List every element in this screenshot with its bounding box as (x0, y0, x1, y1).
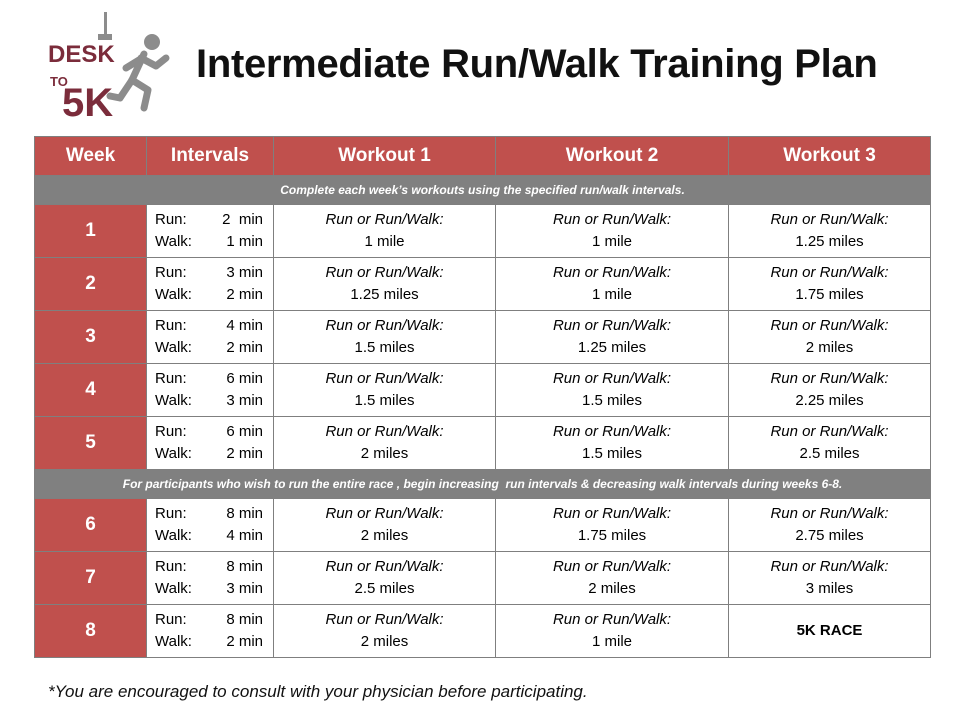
workout-distance: 1 mile (591, 233, 632, 250)
table-row (35, 499, 931, 552)
run-label: Run: (155, 423, 187, 440)
week-number: 2 (35, 258, 147, 311)
desk-to-5k-logo (44, 10, 190, 120)
workout-label: Run or Run/Walk: (325, 317, 444, 334)
workout-3-cell (729, 552, 931, 605)
column-header-intervals: Intervals (147, 137, 274, 176)
note-row (35, 470, 931, 499)
workout-2-cell (496, 311, 729, 364)
note-text: For participants who wish to run the entire race , begin increasing run intervals & decreasing walk intervals during weeks 6-8. (35, 470, 931, 499)
workout-label: Run or Run/Walk: (552, 611, 672, 628)
run-interval: 2 min (222, 211, 263, 228)
workout-label: Run or Run/Walk: (325, 264, 444, 281)
workout-distance: 2 miles (360, 527, 409, 544)
column-header-week: Week (35, 137, 147, 176)
table-row (35, 552, 931, 605)
walk-label: Walk: (155, 286, 192, 303)
workout-1-cell (274, 552, 496, 605)
table-row (35, 417, 931, 470)
walk-interval: 2 min (226, 445, 263, 462)
workout-label: Run or Run/Walk: (325, 558, 444, 575)
walk-interval: 4 min (226, 527, 263, 544)
workout-label: Run or Run/Walk: (325, 370, 444, 387)
run-interval: 8 min (226, 611, 263, 628)
walk-label: Walk: (155, 392, 192, 409)
workout-distance: 2.75 miles (795, 527, 864, 544)
workout-label: Run or Run/Walk: (770, 264, 889, 281)
workout-label: Run or Run/Walk: (552, 211, 672, 228)
intervals-cell (147, 205, 274, 258)
note-text: Complete each week’s workouts using the specified run/walk intervals. (35, 176, 931, 205)
workout-3-cell (729, 311, 931, 364)
run-label: Run: (155, 264, 187, 281)
walk-label: Walk: (155, 339, 192, 356)
table-row (35, 205, 931, 258)
table-row (35, 258, 931, 311)
workout-label: Run or Run/Walk: (770, 505, 889, 522)
workout-distance: 1.25 miles (350, 286, 419, 303)
workout-distance: 2.5 miles (354, 580, 415, 597)
workout-label: Run or Run/Walk: (325, 423, 444, 440)
table-row (35, 364, 931, 417)
workout-1-cell (274, 499, 496, 552)
workout-1-cell (274, 364, 496, 417)
run-label: Run: (155, 370, 187, 387)
workout-distance: 1 mile (591, 286, 632, 303)
workout-label: Run or Run/Walk: (552, 264, 672, 281)
workout-2-cell (496, 364, 729, 417)
table-row (35, 605, 931, 658)
walk-interval: 3 min (226, 392, 263, 409)
column-header-workout-2: Workout 2 (496, 137, 729, 176)
walk-interval: 1 min (226, 233, 263, 250)
workout-label: Run or Run/Walk: (552, 370, 672, 387)
workout-3-cell (729, 417, 931, 470)
week-number: 7 (35, 552, 147, 605)
workout-2-cell (496, 417, 729, 470)
logo-desk-text: DESK (48, 41, 115, 68)
intervals-cell (147, 311, 274, 364)
runner-icon (44, 10, 190, 120)
workout-2-cell (496, 205, 729, 258)
table-row (35, 311, 931, 364)
workout-2-cell (496, 258, 729, 311)
workout-2-cell (496, 499, 729, 552)
workout-distance: 2.25 miles (795, 392, 864, 409)
walk-label: Walk: (155, 445, 192, 462)
week-number: 1 (35, 205, 147, 258)
week-number: 3 (35, 311, 147, 364)
workout-3-cell (729, 364, 931, 417)
training-plan-table (34, 136, 931, 658)
workout-label: Run or Run/Walk: (770, 423, 889, 440)
workout-distance: 1 mile (591, 633, 632, 650)
workout-distance: 2 miles (588, 580, 636, 597)
run-interval: 3 min (226, 264, 263, 281)
race-label: 5K RACE (796, 622, 863, 639)
run-label: Run: (155, 211, 187, 228)
workout-label: Run or Run/Walk: (325, 211, 444, 228)
workout-distance: 1.25 miles (577, 339, 647, 356)
walk-label: Walk: (155, 633, 192, 650)
workout-distance: 1.75 miles (577, 527, 647, 544)
run-label: Run: (155, 611, 187, 628)
run-label: Run: (155, 505, 187, 522)
workout-2-cell (496, 605, 729, 658)
walk-label: Walk: (155, 233, 192, 250)
workout-3-cell (729, 205, 931, 258)
week-number: 4 (35, 364, 147, 417)
run-label: Run: (155, 558, 187, 575)
workout-3-cell (729, 499, 931, 552)
intervals-cell (147, 552, 274, 605)
run-interval: 6 min (226, 423, 263, 440)
workout-distance: 1.5 miles (581, 445, 643, 462)
intervals-cell (147, 258, 274, 311)
walk-interval: 2 min (226, 633, 263, 650)
note-row (35, 176, 931, 205)
workout-distance: 1.75 miles (795, 286, 864, 303)
workout-distance: 3 miles (805, 580, 854, 597)
column-header-workout-3: Workout 3 (729, 137, 931, 176)
walk-interval: 3 min (226, 580, 263, 597)
run-label: Run: (155, 317, 187, 334)
workout-distance: 2 miles (360, 633, 409, 650)
walk-interval: 2 min (226, 286, 263, 303)
walk-interval: 2 min (226, 339, 263, 356)
workout-distance: 2 miles (360, 445, 409, 462)
run-interval: 6 min (226, 370, 263, 387)
workout-label: Run or Run/Walk: (325, 611, 444, 628)
intervals-cell (147, 417, 274, 470)
walk-label: Walk: (155, 527, 192, 544)
walk-label: Walk: (155, 580, 192, 597)
workout-distance: 1.5 miles (354, 339, 415, 356)
workout-1-cell (274, 605, 496, 658)
logo-5k-text: 5K (62, 81, 114, 120)
workout-label: Run or Run/Walk: (552, 505, 672, 522)
week-number: 5 (35, 417, 147, 470)
workout-label: Run or Run/Walk: (770, 317, 889, 334)
workout-distance: 2 miles (805, 339, 854, 356)
run-interval: 8 min (226, 558, 263, 575)
workout-distance: 1.5 miles (354, 392, 415, 409)
table-header-row (35, 137, 931, 176)
column-header-workout-1: Workout 1 (274, 137, 496, 176)
workout-label: Run or Run/Walk: (325, 505, 444, 522)
workout-distance: 1 mile (364, 233, 405, 250)
workout-distance: 1.5 miles (581, 392, 643, 409)
intervals-cell (147, 364, 274, 417)
workout-distance: 2.5 miles (799, 445, 860, 462)
workout-3-cell (729, 605, 931, 658)
week-number: 6 (35, 499, 147, 552)
workout-label: Run or Run/Walk: (770, 211, 889, 228)
workout-label: Run or Run/Walk: (552, 558, 672, 575)
workout-label: Run or Run/Walk: (552, 317, 672, 334)
workout-distance: 1.25 miles (795, 233, 864, 250)
intervals-cell (147, 605, 274, 658)
logo-to-text: TO (50, 74, 68, 89)
run-interval: 4 min (226, 317, 263, 334)
workout-1-cell (274, 258, 496, 311)
workout-label: Run or Run/Walk: (552, 423, 672, 440)
workout-1-cell (274, 417, 496, 470)
intervals-cell (147, 499, 274, 552)
footnote: *You are encouraged to consult with your physician before participating. (48, 682, 588, 701)
workout-2-cell (496, 552, 729, 605)
workout-1-cell (274, 205, 496, 258)
workout-label: Run or Run/Walk: (770, 370, 889, 387)
workout-1-cell (274, 311, 496, 364)
run-interval: 8 min (226, 505, 263, 522)
workout-3-cell (729, 258, 931, 311)
workout-label: Run or Run/Walk: (770, 558, 889, 575)
week-number: 8 (35, 605, 147, 658)
page-title: Intermediate Run/Walk Training Plan (196, 42, 878, 86)
